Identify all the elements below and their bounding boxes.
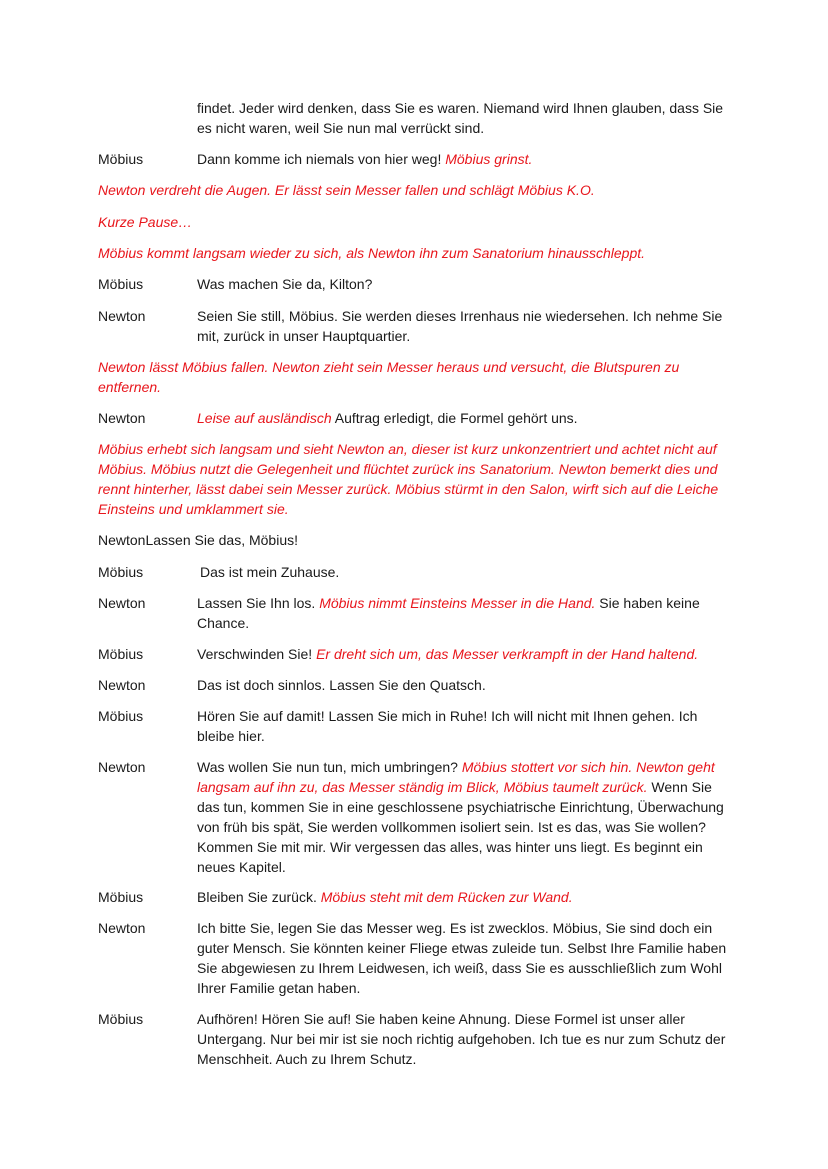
stage-direction: Möbius nimmt Einsteins Messer in die Hand. <box>319 595 596 611</box>
stage-direction: Möbius steht mit dem Rücken zur Wand. <box>320 889 573 905</box>
stage-direction: Newton verdreht die Augen. Er lässt sein Messer fallen und schlägt Möbius K.O. <box>98 182 595 198</box>
speaker-name: Möbius <box>98 276 144 292</box>
speaker-name: Newton <box>98 410 146 426</box>
stage-direction: Kurze Pause… <box>98 214 193 230</box>
stage-direction: Newton lässt Möbius fallen. Newton zieht sein Messer heraus und versucht, die Blutspuren zu entfernen. <box>98 359 680 395</box>
speaker-name: Möbius <box>98 889 144 905</box>
speaker-name: Möbius <box>98 708 144 724</box>
stage-direction: Möbius grinst. <box>445 151 533 167</box>
stage-direction: Leise auf ausländisch <box>197 410 332 426</box>
speaker-name: Newton <box>98 308 146 324</box>
stage-direction: Möbius erhebt sich langsam und sieht Newton an, dieser ist kurz unkonzentriert und achtet nicht auf Möbius. Möbius nutzt die Gelegenheit und flüchtet zurück ins Sanatorium. Newton bemerkt dies und rennt hinterher, lässt dabei sein Messer zurück. Möbius stürmt in den Salon, wirft sich auf die Leiche Einsteins und umklammert sie. <box>98 441 719 517</box>
dialogue-text: Leise auf ausländisch Auftrag erledigt, die Formel gehört uns. <box>197 410 578 426</box>
dialogue-text: Dann komme ich niemals von hier weg! Möbius grinst. <box>197 151 533 167</box>
speaker-name: Möbius <box>98 646 144 662</box>
stage-direction: Möbius stottert vor sich hin. Newton geht langsam auf ihn zu, das Messer ständig im Blick, Möbius taumelt zurück. <box>197 759 715 795</box>
stage-direction: Möbius kommt langsam wieder zu sich, als Newton ihn zum Sanatorium hinausschleppt. <box>98 245 646 261</box>
dialogue-text: Was machen Sie da, Kilton? <box>197 276 373 292</box>
dialogue-text: Seien Sie still, Möbius. Sie werden dieses Irrenhaus nie wiedersehen. Ich nehme Sie mit, zurück in unser Hauptquartier. <box>197 308 723 344</box>
dialogue-text: Verschwinden Sie! Er dreht sich um, das Messer verkrampft in der Hand haltend. <box>197 646 699 662</box>
dialogue-text: Aufhören! Hören Sie auf! Sie haben keine Ahnung. Diese Formel ist unser aller Untergang. Nur bei mir ist sie noch richtig aufgehoben. Ich tue es nur zum Schutz der Menschheit. Auch zu Ihrem Schutz. <box>197 1011 726 1067</box>
dialogue-text: findet. Jeder wird denken, dass Sie es waren. Niemand wird Ihnen glauben, dass Sie es nicht waren, weil Sie nun mal verrückt sind. <box>197 100 724 136</box>
dialogue-text: Was wollen Sie nun tun, mich umbringen? Möbius stottert vor sich hin. Newton geht langsam auf ihn zu, das Messer ständig im Blick, Möbius taumelt zurück. Wenn Sie das tun, kommen Sie in eine geschlossene psychiatrische Einrichtung, Überwachung von früh bis spät, Sie werden vollkommen isoliert sein. Ist es das, was Sie wollen? Kommen Sie mit mir. Wir vergessen das alles, was hinter uns liegt. Es beginnt ein neues Kapitel. <box>197 759 724 875</box>
speaker-name: Newton <box>98 759 146 775</box>
dialogue-text: Das ist doch sinnlos. Lassen Sie den Quatsch. <box>197 677 486 693</box>
dialogue-text: Bleiben Sie zurück. Möbius steht mit dem Rücken zur Wand. <box>197 889 573 905</box>
dialogue-text: Hören Sie auf damit! Lassen Sie mich in Ruhe! Ich will nicht mit Ihnen gehen. Ich bleibe hier. <box>197 708 698 744</box>
dialogue-text: Lassen Sie Ihn los. Möbius nimmt Einsteins Messer in die Hand. Sie haben keine Chance. <box>197 595 700 631</box>
dialogue-line-inline: NewtonLassen Sie das, Möbius! <box>98 532 298 548</box>
speaker-name: Newton <box>98 677 146 693</box>
speaker-name: Newton <box>98 920 146 936</box>
speaker-name: Möbius <box>98 151 144 167</box>
stage-direction: Er dreht sich um, das Messer verkrampft in der Hand haltend. <box>316 646 699 662</box>
speaker-name: Möbius <box>98 1011 144 1027</box>
dialogue-text: Ich bitte Sie, legen Sie das Messer weg. Es ist zwecklos. Möbius, Sie sind doch ein guter Mensch. Sie könnten keiner Fliege etwas zuleide tun. Selbst Ihre Familie haben Sie abgewiesen zu Ihrem Leidwesen, ich weiß, dass Sie es ausschließlich zum Wohl Ihrer Familie getan haben. <box>197 920 727 996</box>
dialogue-text: Das ist mein Zuhause. <box>200 564 340 580</box>
speaker-name: Möbius <box>98 564 144 580</box>
speaker-name: Newton <box>98 595 146 611</box>
